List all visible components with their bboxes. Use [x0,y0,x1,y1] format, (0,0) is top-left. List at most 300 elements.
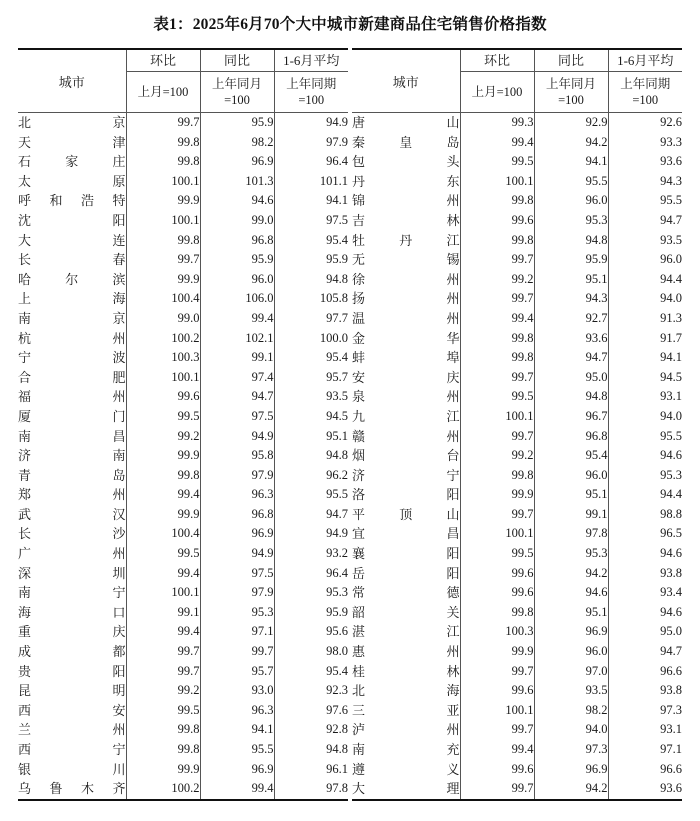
cell-yoy: 95.1 [534,485,608,505]
column-subheader-avg-line2: =100 [298,93,325,107]
column-subheader-avg [274,72,348,113]
cell-yoy: 94.9 [200,427,274,447]
cell-city [352,466,460,486]
cell-yoy: 99.1 [200,348,274,368]
cell-mom: 100.1 [460,172,534,192]
cell-city [18,211,126,231]
city-name: 广州 [18,546,126,562]
table-row [18,603,348,623]
cell-city [352,191,460,211]
cell-avg: 94.1 [608,348,682,368]
cell-yoy: 96.9 [200,760,274,780]
cell-yoy: 94.7 [534,348,608,368]
table-header-left [18,49,348,113]
table-row [18,152,348,172]
city-name: 长沙 [18,526,126,542]
table-row [18,583,348,603]
cell-city [352,760,460,780]
cell-mom: 99.7 [126,662,200,682]
cell-mom: 99.8 [460,191,534,211]
cell-mom: 99.7 [126,250,200,270]
cell-avg: 95.5 [608,191,682,211]
cell-mom: 99.9 [460,642,534,662]
cell-avg: 96.5 [608,524,682,544]
cell-city [352,662,460,682]
table-row [18,779,348,800]
city-name: 唐山 [352,115,460,130]
column-subheader-yoy-line2: =100 [224,93,250,107]
cell-city [352,642,460,662]
cell-yoy: 95.5 [200,740,274,760]
column-subheader-mom-line1: 上月=100 [471,85,523,99]
cell-mom: 99.8 [126,133,200,153]
city-name: 上海 [18,291,126,307]
cell-yoy: 93.5 [534,681,608,701]
cell-yoy: 94.1 [200,720,274,740]
cell-city [352,427,460,447]
cell-city [18,681,126,701]
cell-city [18,113,126,133]
cell-avg: 94.4 [608,270,682,290]
cell-avg: 94.8 [274,446,348,466]
city-name: 青岛 [18,467,126,483]
table-row [352,583,682,603]
cell-city [352,485,460,505]
cell-mom: 99.7 [460,289,534,309]
table-row [18,270,348,290]
city-name: 洛阳 [352,487,460,503]
cell-avg: 93.6 [608,152,682,172]
cell-city [18,466,126,486]
table-row [352,720,682,740]
cell-mom: 99.7 [460,250,534,270]
cell-yoy: 95.8 [200,446,274,466]
cell-avg: 97.3 [608,701,682,721]
table-row [18,289,348,309]
city-name: 沈阳 [18,212,126,228]
cell-city [18,270,126,290]
cell-avg: 94.1 [274,191,348,211]
city-name: 无锡 [352,252,460,268]
cell-city [18,387,126,407]
table-row [352,427,682,447]
table-row [18,427,348,447]
cell-city [352,368,460,388]
column-header-group-mom: 环比 [460,49,534,72]
cell-avg: 93.8 [608,564,682,584]
city-name: 丹东 [352,173,460,189]
cell-yoy: 94.6 [534,583,608,603]
cell-yoy: 96.0 [200,270,274,290]
cell-mom: 100.1 [126,583,200,603]
cell-mom: 99.8 [460,329,534,349]
cell-mom: 99.4 [126,485,200,505]
column-subheader-yoy [200,72,274,113]
city-name: 赣州 [352,428,460,444]
cell-avg: 95.7 [274,368,348,388]
table-row [352,387,682,407]
cell-mom: 99.6 [460,681,534,701]
cell-mom: 100.4 [126,524,200,544]
cell-avg: 95.1 [274,427,348,447]
cell-mom: 99.9 [126,446,200,466]
cell-city [352,309,460,329]
city-name: 烟台 [352,448,460,464]
cell-city [352,701,460,721]
table-row [18,368,348,388]
table-row [18,407,348,427]
city-name: 郑州 [18,487,126,503]
cell-city [352,603,460,623]
table-row [18,701,348,721]
cell-yoy: 97.1 [200,622,274,642]
cell-mom: 99.2 [126,681,200,701]
cell-city [18,485,126,505]
cell-city [18,779,126,800]
table-row [352,740,682,760]
cell-avg: 96.4 [274,564,348,584]
cell-mom: 99.2 [126,427,200,447]
city-name: 南宁 [18,585,126,601]
column-subheader-avg-line1: 上年同期 [286,77,337,91]
city-name: 常德 [352,585,460,601]
cell-yoy: 96.0 [534,466,608,486]
cell-mom: 99.9 [126,505,200,525]
price-index-table-area [18,48,682,801]
city-name: 合肥 [18,369,126,385]
table-row [352,485,682,505]
cell-avg: 95.3 [274,583,348,603]
table-row [18,524,348,544]
cell-avg: 94.5 [274,407,348,427]
table-row [352,211,682,231]
cell-mom: 99.5 [126,407,200,427]
table-row [352,407,682,427]
column-subheader-mom-line1: 上月=100 [137,85,189,99]
cell-mom: 99.8 [126,231,200,251]
cell-yoy: 97.3 [534,740,608,760]
city-name: 桂林 [352,663,460,679]
cell-city [352,172,460,192]
cell-mom: 99.8 [126,720,200,740]
cell-city [18,603,126,623]
cell-avg: 95.5 [608,427,682,447]
cell-avg: 93.5 [274,387,348,407]
cell-avg: 105.8 [274,289,348,309]
city-name: 蚌埠 [352,350,460,366]
cell-city [18,544,126,564]
table-row [352,172,682,192]
cell-city [18,505,126,525]
cell-city [352,564,460,584]
cell-mom: 100.1 [126,172,200,192]
cell-yoy: 95.7 [200,662,274,682]
city-name: 锦州 [352,193,460,209]
cell-yoy: 97.8 [534,524,608,544]
cell-avg: 93.3 [608,133,682,153]
cell-yoy: 97.5 [200,564,274,584]
cell-mom: 99.2 [460,446,534,466]
cell-avg: 93.1 [608,387,682,407]
cell-city [352,681,460,701]
cell-yoy: 94.9 [200,544,274,564]
cell-mom: 99.4 [460,740,534,760]
table-row [352,250,682,270]
table-row [352,603,682,623]
cell-city [352,133,460,153]
cell-mom: 100.1 [126,211,200,231]
city-name: 厦门 [18,408,126,424]
column-subheader-avg [608,72,682,113]
cell-avg: 94.0 [608,407,682,427]
cell-mom: 99.6 [460,760,534,780]
table-row [352,289,682,309]
cell-city [18,701,126,721]
cell-mom: 99.9 [126,270,200,290]
city-name: 襄阳 [352,546,460,562]
city-name: 济南 [18,448,126,464]
cell-avg: 94.6 [608,603,682,623]
cell-yoy: 94.3 [534,289,608,309]
cell-mom: 99.6 [460,211,534,231]
cell-avg: 100.0 [274,329,348,349]
cell-city [352,720,460,740]
cell-mom: 99.7 [460,368,534,388]
column-subheader-yoy-line2: =100 [558,93,584,107]
table-row [18,544,348,564]
cell-mom: 99.0 [126,309,200,329]
city-name: 北京 [18,115,126,130]
table-row [352,466,682,486]
cell-avg: 93.5 [608,231,682,251]
cell-yoy: 97.0 [534,662,608,682]
cell-yoy: 92.7 [534,309,608,329]
cell-mom: 100.2 [126,329,200,349]
city-name: 包头 [352,154,460,170]
cell-yoy: 96.9 [200,152,274,172]
cell-mom: 99.5 [126,544,200,564]
cell-yoy: 96.9 [534,622,608,642]
city-name: 北海 [352,683,460,699]
cell-yoy: 93.0 [200,681,274,701]
cell-city [352,250,460,270]
cell-yoy: 97.4 [200,368,274,388]
cell-city [352,779,460,800]
cell-yoy: 98.2 [200,133,274,153]
cell-avg: 96.6 [608,760,682,780]
city-name: 重庆 [18,624,126,640]
cell-yoy: 96.0 [534,191,608,211]
table-row [352,760,682,780]
table-row [352,662,682,682]
cell-mom: 99.5 [460,152,534,172]
cell-city [18,348,126,368]
cell-mom: 100.1 [460,524,534,544]
table-row [18,681,348,701]
table-row [352,446,682,466]
cell-mom: 99.6 [460,564,534,584]
cell-mom: 100.1 [126,368,200,388]
cell-avg: 95.5 [274,485,348,505]
column-subheader-avg-line2: =100 [632,93,659,107]
cell-city [352,583,460,603]
cell-city [18,133,126,153]
cell-city [352,407,460,427]
table-row [18,466,348,486]
column-header-city: 城市 [18,49,126,113]
cell-mom: 99.4 [460,309,534,329]
table-row [352,270,682,290]
city-name: 南昌 [18,428,126,444]
cell-mom: 99.7 [460,720,534,740]
cell-mom: 99.3 [460,113,534,133]
city-name: 西安 [18,702,126,718]
cell-yoy: 99.1 [534,505,608,525]
table-row [18,348,348,368]
cell-avg: 94.7 [608,642,682,662]
cell-city [352,740,460,760]
cell-mom: 99.9 [126,760,200,780]
city-name: 惠州 [352,644,460,660]
cell-mom: 99.8 [126,740,200,760]
city-name: 遵义 [352,761,460,777]
cell-city [18,740,126,760]
cell-avg: 101.1 [274,172,348,192]
table-row [352,329,682,349]
cell-city [18,622,126,642]
cell-avg: 92.6 [608,113,682,133]
cell-mom: 100.3 [460,622,534,642]
city-name: 徐州 [352,271,460,287]
column-header-group-yoy: 同比 [534,49,608,72]
column-header-group-avg: 1-6月平均 [274,49,348,72]
cell-avg: 96.4 [274,152,348,172]
column-header-group-mom: 环比 [126,49,200,72]
city-name: 西宁 [18,742,126,757]
city-name: 乌鲁木齐 [18,781,126,797]
table-row [352,113,682,133]
column-subheader-yoy-line1: 上年同月 [211,77,262,91]
cell-city [352,231,460,251]
cell-mom: 99.8 [460,466,534,486]
cell-yoy: 94.2 [534,564,608,584]
cell-yoy: 97.5 [200,407,274,427]
cell-city [352,387,460,407]
cell-avg: 94.5 [608,368,682,388]
cell-avg: 93.1 [608,720,682,740]
cell-yoy: 97.9 [200,466,274,486]
table-row [352,505,682,525]
city-name: 大理 [352,781,460,797]
city-name: 平顶山 [352,506,460,522]
cell-avg: 93.6 [608,779,682,800]
city-name: 温州 [352,310,460,326]
cell-yoy: 95.9 [200,250,274,270]
cell-city [352,524,460,544]
cell-mom: 99.8 [126,466,200,486]
cell-yoy: 94.2 [534,133,608,153]
cell-mom: 99.6 [126,387,200,407]
cell-avg: 95.4 [274,662,348,682]
cell-mom: 99.2 [460,270,534,290]
cell-avg: 97.1 [608,740,682,760]
table-row [352,642,682,662]
cell-avg: 97.9 [274,133,348,153]
table-row [18,720,348,740]
table-row [18,231,348,251]
cell-city [352,348,460,368]
cell-city [18,524,126,544]
cell-city [18,662,126,682]
cell-mom: 99.9 [126,191,200,211]
cell-yoy: 96.9 [534,760,608,780]
cell-avg: 94.9 [274,524,348,544]
cell-avg: 93.2 [274,544,348,564]
cell-mom: 99.7 [460,427,534,447]
cell-avg: 98.0 [274,642,348,662]
cell-city [18,720,126,740]
table-row [18,662,348,682]
cell-city [18,427,126,447]
city-name: 昆明 [18,683,126,699]
cell-yoy: 98.2 [534,701,608,721]
cell-yoy: 96.8 [200,505,274,525]
cell-avg: 96.1 [274,760,348,780]
cell-yoy: 96.8 [200,231,274,251]
table-row [352,368,682,388]
cell-mom: 99.8 [126,152,200,172]
cell-avg: 97.8 [274,779,348,800]
table-row [18,622,348,642]
cell-mom: 99.5 [460,387,534,407]
table-body-left [18,113,348,800]
price-index-table-left [18,48,348,801]
city-name: 兰州 [18,722,126,738]
city-name: 杭州 [18,330,126,346]
cell-mom: 99.7 [460,505,534,525]
city-name: 金华 [352,330,460,346]
cell-avg: 95.0 [608,622,682,642]
cell-yoy: 99.4 [200,779,274,800]
cell-yoy: 99.4 [200,309,274,329]
cell-avg: 94.3 [608,172,682,192]
cell-yoy: 95.3 [200,603,274,623]
cell-avg: 94.7 [608,211,682,231]
cell-avg: 97.5 [274,211,348,231]
cell-yoy: 94.0 [534,720,608,740]
cell-yoy: 94.8 [534,387,608,407]
table-row [352,309,682,329]
cell-mom: 99.8 [460,231,534,251]
cell-avg: 94.8 [274,270,348,290]
cell-avg: 95.4 [274,231,348,251]
cell-yoy: 95.9 [200,113,274,133]
table-row [352,544,682,564]
cell-mom: 100.4 [126,289,200,309]
table-row [352,152,682,172]
cell-city [352,113,460,133]
cell-mom: 99.7 [126,642,200,662]
table-row [352,348,682,368]
cell-avg: 93.4 [608,583,682,603]
cell-city [352,270,460,290]
table-row [18,505,348,525]
city-name: 湛江 [352,624,460,640]
cell-city [18,583,126,603]
cell-avg: 94.8 [274,740,348,760]
cell-city [18,329,126,349]
cell-avg: 95.9 [274,250,348,270]
